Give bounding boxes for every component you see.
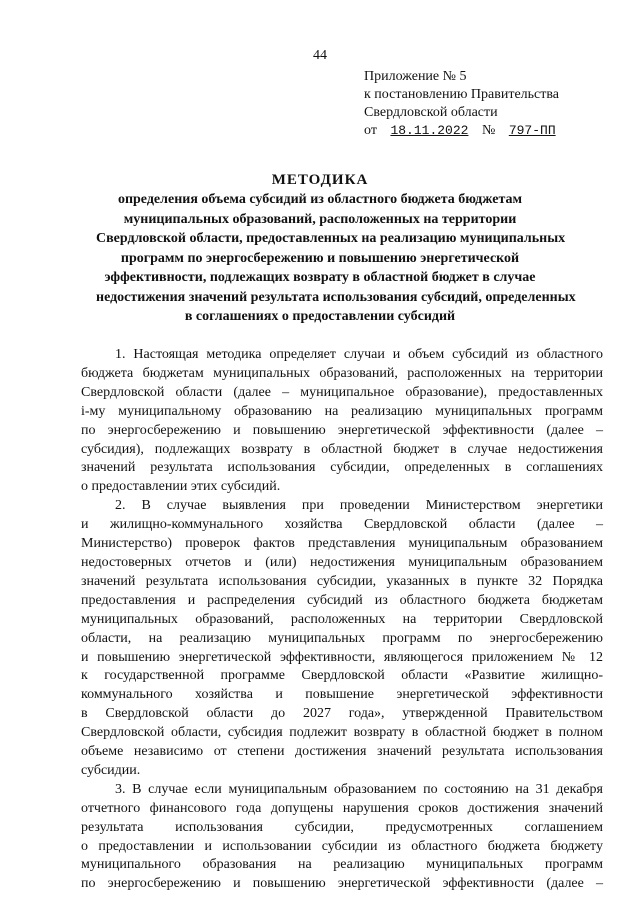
body-line: значений результата использования субсидии, указанных в пункте 32 Порядка xyxy=(81,573,603,589)
appendix-block xyxy=(364,68,566,140)
body-line: о предоставлении и использовании субсидии из областного бюджета бюджету xyxy=(81,838,603,854)
date-value: 18.11.2022 xyxy=(390,123,469,138)
body-line: объеме независимо от степени достижения значений результата использования xyxy=(81,744,603,760)
subtitle-line: недостижения значений результата использования субсидий, определенных xyxy=(96,289,576,305)
appendix-date-line xyxy=(364,122,566,140)
subtitle-line: Свердловской области, предоставленных на реализацию муниципальных xyxy=(96,231,566,246)
body-line: отчетного финансового года допущены нарушения сроков достижения значений xyxy=(81,800,603,816)
body-line: результата использования субсидии, предусмотренных соглашением xyxy=(81,819,603,835)
body-line: и жилищно-коммунального хозяйства Свердловской области (далее – xyxy=(81,517,603,533)
body-line: коммунального хозяйства и повышение энергетической эффективности xyxy=(81,687,603,703)
body-line: Свердловской области (далее – муниципальное образование), предоставленных xyxy=(81,384,603,400)
body-line: по энергосбережению и повышению энергетической эффективности (далее – xyxy=(81,422,603,438)
body-line: муниципального образования на реализацию муниципальных программ xyxy=(81,857,603,873)
body-line: субсидия), подлежащих возврату в областной бюджет в случае недостижения xyxy=(81,441,603,457)
document-subtitle xyxy=(96,190,576,327)
body-line: недостоверных отчетов и (или) недостижения муниципальным образованием xyxy=(81,554,603,570)
appendix-line: Свердловской области xyxy=(364,105,498,120)
subtitle-line: определения объема субсидий из областного бюджета бюджетам xyxy=(117,192,523,207)
body-line: муниципальных образований, расположенных на территории Свердловской xyxy=(81,611,603,627)
body-line: бюджета бюджетам муниципальных образований, расположенных на территории xyxy=(81,365,603,381)
appendix-line: Приложение № 5 xyxy=(364,69,467,84)
body-line: Свердловской области, субсидия подлежит возврату в областной бюджет в полном xyxy=(81,725,603,741)
document-body xyxy=(81,346,603,894)
body-line: предоставления и распределения субсидий из областного бюджета бюджетам xyxy=(81,592,603,608)
subtitle-line: в соглашениях о предоставлении субсидий xyxy=(184,309,456,324)
number-prefix: № xyxy=(481,123,496,138)
subtitle-line: муниципальных образований, расположенных на территории xyxy=(123,211,517,227)
body-line: 1. Настоящая методика определяет случаи и объем субсидий из областного xyxy=(115,347,603,362)
body-line: по энергосбережению и повышению энергетической эффективности (далее – xyxy=(81,876,603,892)
page-number: 44 xyxy=(313,48,327,63)
body-line: 2. В случае выявления при проведении Министерством энергетики xyxy=(115,498,603,514)
body-line: 3. В случае если муниципальным образованием по состоянию на 31 декабря xyxy=(115,781,603,797)
body-line: Министерство) проверок фактов представления муниципальным образованием xyxy=(81,536,603,552)
body-line: значений результата использования субсидии, определенных в соглашениях xyxy=(81,460,603,476)
subtitle-line: программ по энергосбережению и повышению энергетической xyxy=(120,250,520,266)
subtitle-line: эффективности, подлежащих возврату в областной бюджет в случае xyxy=(104,270,536,285)
appendix-line: к постановлению Правительства xyxy=(364,87,560,102)
date-prefix: от xyxy=(364,123,377,138)
body-line: в Свердловской области до 2027 года», утвержденной Правительством xyxy=(81,706,603,722)
body-line: i-му муниципальному образованию на реализацию муниципальных программ xyxy=(81,403,603,419)
number-value: 797-ПП xyxy=(508,123,556,138)
body-line: и повышению энергетической эффективности, являющегося приложением № 12 xyxy=(81,649,603,665)
body-line: субсидии. xyxy=(81,762,141,778)
document-title: МЕТОДИКА xyxy=(271,172,369,188)
body-line: к государственной программе Свердловской области «Развитие жилищно- xyxy=(81,668,603,684)
body-line: области, на реализацию муниципальных программ по энергосбережению xyxy=(81,630,603,646)
body-line: о предоставлении этих субсидий. xyxy=(81,479,281,495)
